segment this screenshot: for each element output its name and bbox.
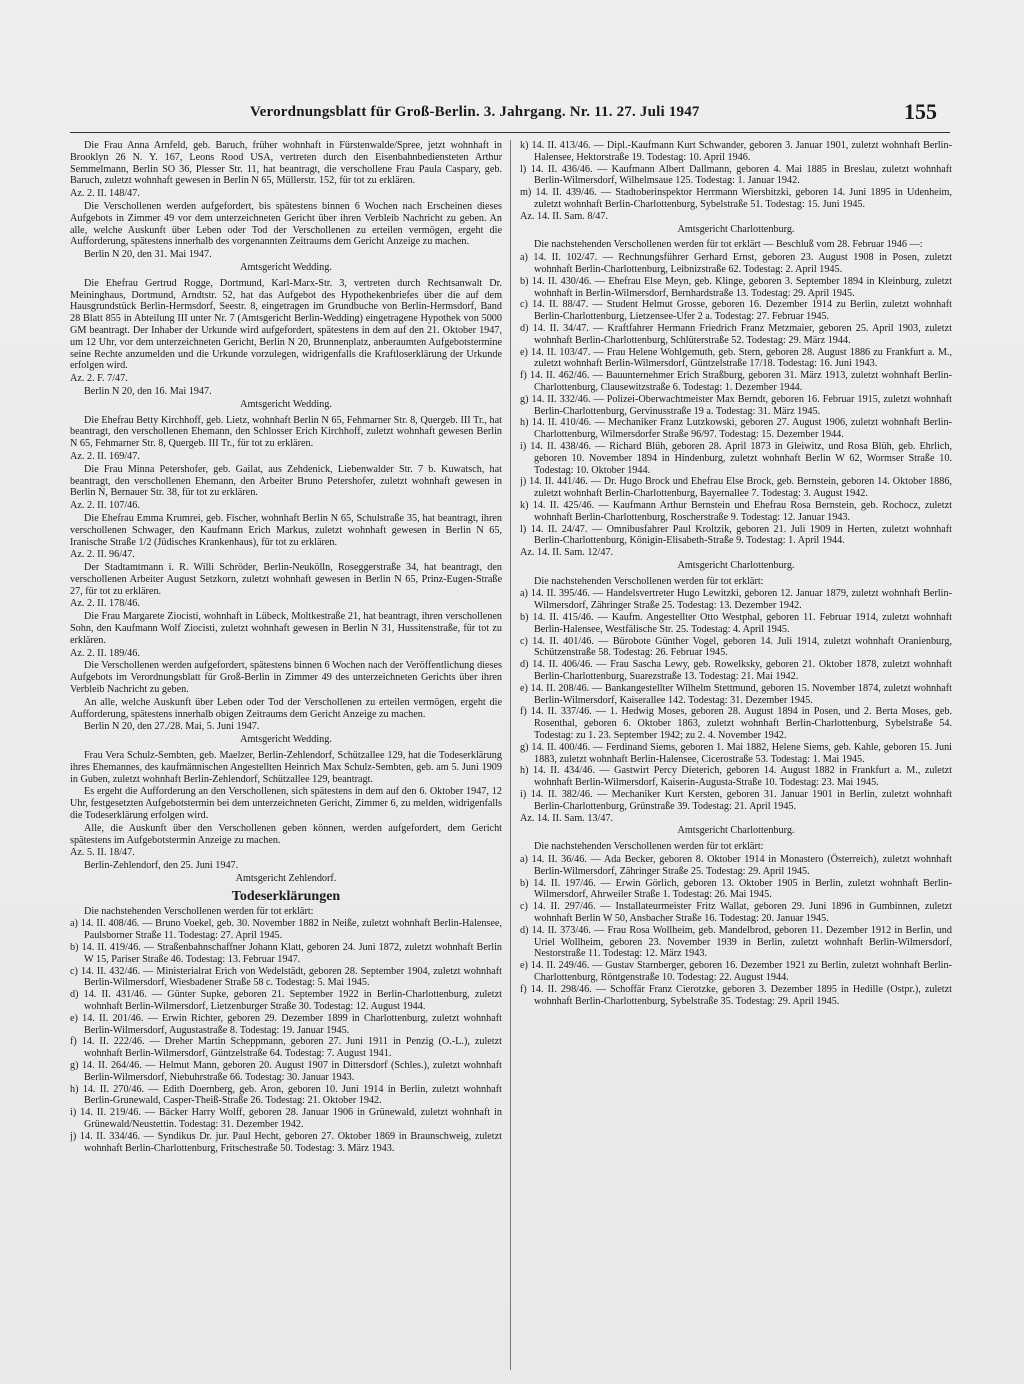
notice-paragraph: Alle, die Auskunft über den Verschollenen geben können, werden aufgefordert, dem Gericht spätestens im Aufgebotstermin Anzeige zu machen.: [70, 822, 502, 846]
right-column: [520, 140, 952, 1375]
list-item: e) 14. II. 249/46. — Gustav Starnberger, geboren 16. Dezember 1921 zu Berlin, zuletzt wohnhaft Berlin-Charlottenburg, Röntgenstraße 10. Todestag: 22. August 1944.: [520, 960, 952, 983]
court-name: Amtsgericht Wedding.: [240, 734, 332, 746]
list-item: c) 14. II. 88/47. — Student Helmut Grosse, geboren 16. Dezember 1914 zu Berlin, zuletzt wohnhaft Berlin-Charlottenburg, Lietzensee-Ufer 2 a. Todestag: 27. Februar 1945.: [520, 299, 952, 323]
place-date: Berlin N 20, den 16. Mai 1947.: [84, 385, 212, 397]
page-header: [250, 104, 950, 134]
list-item: c) 14. II. 401/46. — Bürobote Günther Vogel, geboren 14. Juli 1914, zuletzt wohnhaft Oranienburg, Schützenstraße 58. Todestag: 26. Februar 1945.: [520, 635, 952, 659]
list-item: f) 14. II. 337/46. — 1. Hedwig Moses, geboren 28. August 1894 in Posen, und 2. Berta Moses, geb. Rosenthal, geboren 6. Oktober 1863, zuletzt wohnhaft Berlin-Charlottenburg, Sybelstraße 54. Todestag: zu 1. 23. September 1942; zu 2. 4. November 1942.: [520, 706, 952, 742]
file-reference: Az. 2. II. 189/46.: [70, 647, 140, 659]
court-name: Amtsgericht Wedding.: [240, 398, 332, 410]
list-item: d) 14. II. 34/47. — Kraftfahrer Hermann Friedrich Franz Metzmaier, geboren 25. April 1903, zuletzt wohnhaft Berlin-Charlottenburg, Schlüterstraße 52. Todestag: 29. März 1944.: [520, 322, 952, 346]
list-item: j) 14. II. 334/46. — Syndikus Dr. jur. Paul Hecht, geboren 27. Oktober 1869 in Braunschweig, zuletzt wohnhaft Berlin-Charlottenburg, Fritschestraße 50. Todestag: 3. März 1943.: [70, 1130, 502, 1154]
list-item: k) 14. II. 425/46. — Kaufmann Arthur Bernstein und Ehefrau Rosa Bernstein, geb. Rochocz, zuletzt wohnhaft Berlin-Charlottenburg, Roscherstraße 9. Todestag: 12. Januar 1943.: [520, 499, 952, 523]
list-item: e) 14. II. 208/46. — Bankangestellter Wilhelm Stettmund, geboren 15. November 1874, zuletzt wohnhaft Berlin-Wilmersdorf, Kaiserallee 142. Todestag: 31. Dezember 1945.: [520, 682, 952, 706]
list-item: g) 14. II. 400/46. — Ferdinand Siems, geboren 1. Mai 1882, Helene Siems, geb. Kahle, geboren 15. Juni 1883, zuletzt wohnhaft Berlin-Halensee, Cicerostraße 53. Todestag: 1. Mai 1945.: [520, 741, 952, 765]
section-title: Todeserklärungen: [231, 888, 341, 904]
section-intro: Die nachstehenden Verschollenen werden für tot erklärt:: [84, 905, 314, 917]
notice-paragraph: Die Frau Minna Petershofer, geb. Gailat, aus Zehdenick, Liebenwalder Str. 7 b. Kuwatsch, hat beantragt, den verschollenen Ehemann, den Arbeiter Bruno Petershofer, zuletzt wohnhaft gewesen in Berlin N, Bernauer Str. 38, für tot zu erklären.: [70, 463, 502, 499]
list-item: i) 14. II. 219/46. — Bäcker Harry Wolff, geboren 28. Januar 1906 in Grünewald, zuletzt wohnhaft in Grünewald/Neustettin. Todestag: 31. Dezember 1942.: [70, 1107, 502, 1130]
list-item: g) 14. II. 332/46. — Polizei-Oberwachtmeister Max Berndt, geboren 16. Februar 1915, zuletzt wohnhaft Berlin-Charlottenburg, Gervinusstraße 19 a. Todestag: 31. März 1945.: [520, 393, 952, 417]
list-item: b) 14. II. 419/46. — Straßenbahnschaffner Johann Klatt, geboren 24. Juni 1872, zuletzt wohnhaft Berlin W 15, Pariser Straße 46. Todestag: 13. Februar 1947.: [70, 942, 502, 965]
file-reference: Az. 2. II. 178/46.: [70, 598, 140, 610]
place-date: Berlin N 20, den 27./28. Mai, 5. Juni 1947.: [84, 721, 260, 733]
list-item: h) 14. II. 410/46. — Mechaniker Franz Lutzkowski, geboren 27. August 1906, zuletzt wohnhaft Berlin-Charlottenburg, Wilmersdorfer Straße 96/97. Todestag: 15. Dezember 1944.: [520, 417, 952, 441]
list-item: f) 14. II. 222/46. — Dreher Martin Scheppmann, geboren 27. Juni 1911 in Penzig (O.-L.), zuletzt wohnhaft Berlin-Wilmersdorf, Güntzelstraße 64. Todestag: 7. August 1941.: [70, 1036, 502, 1060]
list-item: j) 14. II. 441/46. — Dr. Hugo Brock und Ehefrau Else Brock, geb. Bernstein, geboren 14. Oktober 1886, zuletzt wohnhaft Berlin-Charlottenburg, Bayernallee 7. Todestag: 3. August 1942.: [520, 476, 952, 500]
list-item: i) 14. II. 438/46. — Richard Blüh, geboren 28. April 1873 in Gleiwitz, und Rosa Blüh, geb. Ehrlich, geboren 10. November 1894 in Hindenburg, zuletzt wohnhaft Berlin W 62, Wormser Straße 10. Todestag: 10. Oktober 1944.: [520, 440, 952, 476]
death-declaration-list: [520, 854, 952, 1007]
notice-paragraph: Die Verschollenen werden aufgefordert, bis spätestens binnen 6 Wochen nach Erscheinen dieses Aufgebots in Zimmer 49 vor dem unterzeichneten Gericht über ihren Verbleib Nachricht zu geben. An alle, welche Auskunft über Leben oder Tod der Verschollenen zu erteilen vermögen, ergeht die Aufforderung, spätestens innerhalb des vorgenannten Zeitraums dem Gericht Anzeige zu machen.: [70, 200, 502, 248]
section-intro: Die nachstehenden Verschollenen werden für tot erklärt:: [534, 841, 764, 853]
header-rule: [70, 132, 950, 133]
notice-paragraph: Die Frau Anna Arnfeld, geb. Baruch, früher wohnhaft in Fürstenwalde/Spree, jetzt wohnhaft in Brooklyn 26 N. Y. 167, Leons Rood USA, vertreten durch den Eisenbahnbediensteten Arthur Semmelmann, Berlin SO 36, Plesser Str. 11, hat beantragt, die verschollene Frau Paula Caspary, geb. Baruch, zuletzt wohnhaft gewesen in Berlin N 65, Müllerstr. 152, für tot zu erklären.: [70, 140, 502, 187]
section-intro: Die nachstehenden Verschollenen werden für tot erklärt — Beschluß vom 28. Februar 1946 —:: [534, 239, 923, 251]
page-number: 155: [904, 99, 937, 124]
place-date: Berlin N 20, den 31. Mai 1947.: [84, 249, 212, 261]
list-item: h) 14. II. 270/46. — Edith Doernberg, geb. Aron, geboren 10. Juni 1914 in Berlin, zuletzt wohnhaft Berlin-Grunewald, Casper-Theiß-Straße 26. Todestag: 21. Oktober 1942.: [70, 1083, 502, 1107]
list-item: a) 14. II. 395/46. — Handelsvertreter Hugo Lewitzki, geboren 12. Januar 1879, zuletzt wohnhaft Berlin-Wilmersdorf, Zähringer Straße 25. Todestag: 13. Dezember 1942.: [520, 588, 952, 612]
notice-paragraph: Es ergeht die Aufforderung an den Verschollenen, sich spätestens in dem auf den 6. Oktober 1947, 12 Uhr, festgesetzten Aufgebotstermin bei dem unterzeichneten Gericht, Zimmer 6, zu melden, widrigenfalls die Todeserklärung erfolgen wird.: [70, 786, 502, 822]
court-name: Amtsgericht Charlottenburg.: [677, 825, 795, 837]
file-reference: Az. 2. II. 148/47.: [70, 188, 140, 200]
list-item: b) 14. II. 197/46. — Erwin Görlich, geboren 13. Oktober 1905 in Berlin, zuletzt wohnhaft Berlin-Wilmersdorf, Ahrweiler Straße 1. Todestag: 26. Mai 1945.: [520, 877, 952, 901]
notice-paragraph: Frau Vera Schulz-Sembten, geb. Maelzer, Berlin-Zehlendorf, Schützallee 129, hat die Todeserklärung ihres Ehemannes, des kaufmännischen Angestellten Heinrich Max Schulz-Sembten, geb. am 5. Juni 1909 in Guben, zuletzt wohnhaft Berlin-Zehlendorf, Schützallee 129, beantragt.: [70, 750, 502, 785]
list-item: a) 14. II. 408/46. — Bruno Voekel, geb. 30. November 1882 in Neiße, zuletzt wohnhaft Berlin-Halensee, Paulsborner Straße 11. Todestag: 27. April 1945.: [70, 918, 502, 942]
list-item: g) 14. II. 264/46. — Helmut Mann, geboren 20. August 1907 in Dittersdorf (Schles.), zuletzt wohnhaft Berlin-Wilmersdorf, Niebuhrstraße 66. Todestag: 30. Januar 1943.: [70, 1059, 502, 1083]
death-declaration-list: [70, 918, 502, 1154]
list-item: d) 14. II. 406/46. — Frau Sascha Lewy, geb. Rowelksky, geboren 21. Oktober 1878, zuletzt wohnhaft Berlin-Charlottenburg, Suarezstraße 13. Todestag: 21. Mai 1942.: [520, 659, 952, 683]
list-item: e) 14. II. 103/47. — Frau Helene Wohlgemuth, geb. Stern, geboren 28. August 1886 zu Frankfurt a. M., zuletzt wohnhaft Berlin-Wilmersdorf, Güntzelstraße 17/18. Todestag: 16. Juni 1943.: [520, 346, 952, 370]
list-item: e) 14. II. 201/46. — Erwin Richter, geboren 29. Dezember 1899 in Charlottenburg, zuletzt wohnhaft Berlin-Wilmersdorf, Augustastraße 8. Todestag: 19. Januar 1945.: [70, 1012, 502, 1036]
file-reference: Az. 2. F. 7/47.: [70, 373, 128, 385]
notice-paragraph: Die Ehefrau Gertrud Rogge, Dortmund, Karl-Marx-Str. 3, vertreten durch Rechtsanwalt Dr. Meininghaus, Dortmund, Arndtstr. 52, hat das Aufgebot des Hypothekenbriefes über die auf dem Hausgrundstück Berlin-Hermsdorf, Seestr. 8, eingetragen im Grundbuche von Berlin-Hermsdorf, Band 28 Blatt 855 in Abteilung III unter Nr. 7 (Amtsgericht Berlin-Wedding) eingetragene Hypothek von 5000 GM beantragt. Der Inhaber der Urkunde wird aufgefordert, spätestens in dem auf den 21. Oktober 1947, um 12 Uhr, vor dem unterzeichneten Gericht, Berlin N 20, Brunnenplatz, anberaumten Aufgebotstermine seine Rechte anzumelden und die Urkunde vorzulegen, widrigenfalls die Kraftloserklärung der Urkunde erfolgen wird.: [70, 277, 502, 372]
court-name: Amtsgericht Charlottenburg.: [677, 223, 795, 235]
file-reference: Az. 2. II. 107/46.: [70, 500, 140, 512]
list-item: m) 14. II. 439/46. — Stadtoberinspektor Herrmann Wiersbitzki, geboren 14. Juni 1895 in Udenheim, zuletzt wohnhaft Berlin-Charlottenburg, Sybelstraße 51. Todestag: 15. Juni 1945.: [520, 187, 952, 210]
notice-paragraph: Die Ehefrau Emma Krumrei, geb. Fischer, wohnhaft Berlin N 65, Schulstraße 35, hat beantragt, ihren verschollenen Schwager, den Kaufmann Erich Markus, zuletzt wohnhaft gewesen in Berlin N 65, Iranische Straße 1/2 (Jüdisches Krankenhaus), für tot zu erklären.: [70, 512, 502, 548]
left-column: [70, 140, 502, 1375]
file-reference: Az. 2. II. 96/47.: [70, 549, 135, 561]
list-item: b) 14. II. 430/46. — Ehefrau Else Meyn, geb. Klinge, geboren 3. September 1894 in Kleinburg, zuletzt wohnhaft in Berlin-Wilmersdorf, Bernhardstraße 13. Todestag: 29. April 1945.: [520, 275, 952, 299]
list-item: a) 14. II. 36/46. — Ada Becker, geboren 8. Oktober 1914 in Monastero (Österreich), zuletzt wohnhaft Berlin-Wilmersdorf, Zähringer Straße 25. Todestag: 29. April 1945.: [520, 854, 952, 877]
death-declaration-list: [520, 140, 952, 211]
notice-paragraph: Die Ehefrau Betty Kirchhoff, geb. Lietz, wohnhaft Berlin N 65, Fehmarner Str. 8, Quergeb. III Tr., hat beantragt, den verschollenen Ehemann, den Schlosser Erich Kirchhoff, zuletzt wohnhaft gewesen Berlin N 65, Fehmarner Str. 8, Quergeb. III Tr., für tot zu erklären.: [70, 414, 502, 450]
list-item: l) 14. II. 24/47. — Omnibusfahrer Paul Kroltzik, geboren 21. Juli 1909 in Herten, zuletzt wohnhaft Berlin-Charlottenburg, Königin-Elisabeth-Straße 9. Todestag: 1. April 1944.: [520, 523, 952, 547]
list-item: c) 14. II. 432/46. — Ministerialrat Erich von Wedelstädt, geboren 28. September 1904, zuletzt wohnhaft Berlin-Wilmersdorf, Wiesbadener Straße 58 c. Todestag: 5. Mai 1945.: [70, 965, 502, 989]
place-date: Berlin-Zehlendorf, den 25. Juni 1947.: [84, 860, 239, 872]
list-item: k) 14. II. 413/46. — Dipl.-Kaufmann Kurt Schwander, geboren 3. Januar 1901, zuletzt wohnhaft Berlin-Halensee, Hektorstraße 19. Todestag: 10. April 1946.: [520, 140, 952, 163]
list-item: d) 14. II. 373/46. — Frau Rosa Wollheim, geb. Mandelbrod, geboren 11. Dezember 1912 in Berlin, und Uriel Wollheim, geboren 23. November 1939 in Berlin, zuletzt wohnhaft Berlin-Wilmersdorf, Nestorstraße 11. Todestag: 12. März 1943.: [520, 924, 952, 960]
file-reference: Az. 2. II. 169/47.: [70, 450, 140, 462]
file-reference: Az. 5. II. 18/47.: [70, 847, 135, 859]
list-item: b) 14. II. 415/46. — Kaufm. Angestellter Otto Westphal, geboren 11. Februar 1914, zuletzt wohnhaft Berlin-Halensee, Westfälische Str. 25. Todestag: 4. April 1945.: [520, 612, 952, 635]
court-name: Amtsgericht Zehlendorf.: [235, 873, 337, 885]
list-item: h) 14. II. 434/46. — Gastwirt Percy Dieterich, geboren 14. August 1882 in Frankfurt a. M., zuletzt wohnhaft Berlin-Wilmersdorf, Kaiserin-Augusta-Straße 10. Todestag: 23. Mai 1945.: [520, 765, 952, 789]
notice-paragraph: Die Verschollenen werden aufgefordert, spätestens binnen 6 Wochen nach der Veröffentlichung dieses Aufgebots im Verordnungsblatt für Groß-Berlin in Zimmer 49 des unterzeichneten Gerichts über ihren Verbleib Nachricht zu geben.: [70, 660, 502, 696]
column-divider: [510, 140, 511, 1370]
notice-paragraph: Die Frau Margarete Ziocisti, wohnhaft in Lübeck, Moltkestraße 21, hat beantragt, ihren verschollenen Sohn, den Kaufmann Wolf Ziocisti, zuletzt wohnhaft gewesen in Berlin N 31, Hussitenstraße, für tot zu erklären.: [70, 611, 502, 646]
section-intro: Die nachstehenden Verschollenen werden für tot erklärt:: [534, 575, 764, 587]
list-item: i) 14. II. 382/46. — Mechaniker Kurt Kersten, geboren 31. Januar 1901 in Berlin, zuletzt wohnhaft Berlin-Charlottenburg, Grünstraße 39. Todestag: 21. April 1945.: [520, 789, 952, 812]
notice-paragraph: Der Stadtamtmann i. R. Willi Schröder, Berlin-Neukölln, Roseggerstraße 34, hat beantragt, den verschollenen Arbeiter August Setzkorn, zuletzt wohnhaft gewesen in Berlin N 65, Prinz-Eugen-Straße 27, für tot zu erklären.: [70, 562, 502, 597]
header-title: Verordnungsblatt für Groß-Berlin. 3. Jahrgang. Nr. 11. 27. Juli 1947: [250, 104, 700, 120]
death-declaration-list: [520, 252, 952, 547]
list-item: l) 14. II. 436/46. — Kaufmann Albert Dallmann, geboren 4. Mai 1885 in Breslau, zuletzt wohnhaft Berlin-Wilmersdorf, Wilhelmsaue 125. Todestag: 1. Januar 1942.: [520, 163, 952, 187]
notice-paragraph: An alle, welche Auskunft über Leben oder Tod der Verschollenen zu erteilen vermögen, ergeht die Aufforderung, spätestens innerhalb obigen Zeitraums dem Gericht Anzeige zu machen.: [70, 696, 502, 720]
court-name: Amtsgericht Charlottenburg.: [677, 559, 795, 571]
list-item: f) 14. II. 298/46. — Schoffär Franz Cierotzke, geboren 3. Dezember 1895 in Hedille (Ostpr.), zuletzt wohnhaft Berlin-Charlottenburg, Sybelstraße 35. Todestag: 29. April 1945.: [520, 983, 952, 1007]
file-reference: Az. 14. II. Sam. 8/47.: [520, 210, 608, 222]
court-name: Amtsgericht Wedding.: [240, 261, 332, 273]
list-item: a) 14. II. 102/47. — Rechnungsführer Gerhard Ernst, geboren 23. August 1908 in Posen, zuletzt wohnhaft Berlin-Charlottenburg, Leibnizstraße 62. Todestag: 2. April 1945.: [520, 252, 952, 275]
list-item: c) 14. II. 297/46. — Installateurmeister Fritz Wallat, geboren 29. Juni 1896 in Gumbinnen, zuletzt wohnhaft Berlin W 50, Ansbacher Straße 16. Todestag: 20. Januar 1945.: [520, 901, 952, 924]
list-item: f) 14. II. 462/46. — Bauunternehmer Erich Straßburg, geboren 31. März 1913, zuletzt wohnhaft Berlin-Charlottenburg, Clausewitzstraße 6. Todestag: 1. Dezember 1944.: [520, 370, 952, 393]
list-item: d) 14. II. 431/46. — Günter Supke, geboren 21. September 1922 in Berlin-Charlottenburg, zuletzt wohnhaft Berlin-Wilmersdorf, Lietzenburger Straße 30. Todestag: 12. August 1944.: [70, 989, 502, 1012]
file-reference: Az. 14. II. Sam. 12/47.: [520, 547, 614, 559]
death-declaration-list: [520, 588, 952, 812]
file-reference: Az. 14. II. Sam. 13/47.: [520, 812, 614, 824]
